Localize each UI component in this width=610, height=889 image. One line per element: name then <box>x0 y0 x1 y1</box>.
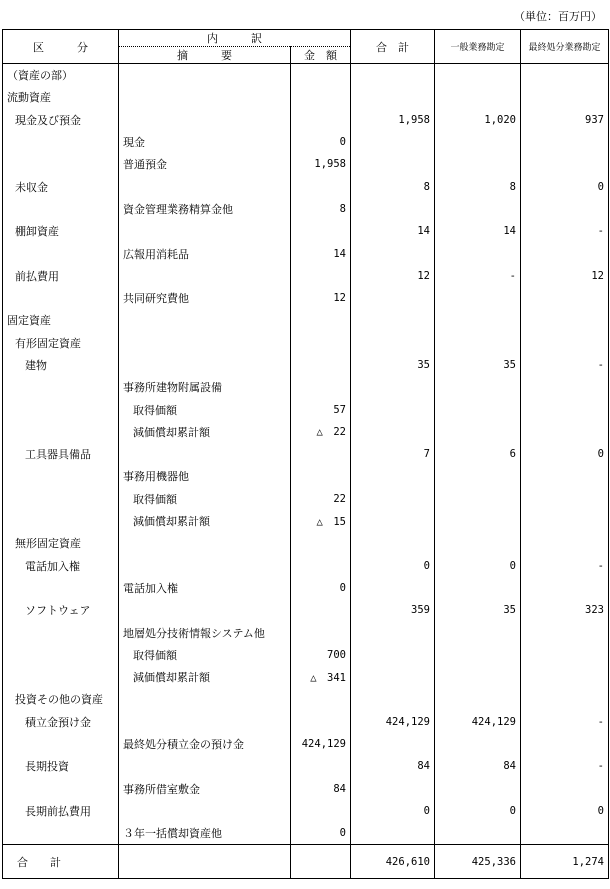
row-gokei <box>351 465 435 487</box>
row-saishu: 323 <box>521 599 609 621</box>
row-kubun <box>3 644 119 666</box>
row-gokei <box>351 621 435 643</box>
row-kingaku: △ 22 <box>291 421 351 443</box>
row-gokei <box>351 510 435 532</box>
row-kubun <box>3 131 119 153</box>
row-ippan: - <box>435 265 521 287</box>
row-kubun: 流動資産 <box>3 86 119 108</box>
row-saishu <box>521 488 609 510</box>
total-ippan: 425,336 <box>435 845 521 879</box>
row-ippan <box>435 376 521 398</box>
row-saishu: - <box>521 711 609 733</box>
row-ippan: 14 <box>435 220 521 242</box>
row-gokei: 0 <box>351 800 435 822</box>
table-header <box>3 30 609 64</box>
total-label: 合 計 <box>3 845 119 879</box>
row-kubun <box>3 666 119 688</box>
row-kingaku <box>291 755 351 777</box>
row-saishu <box>521 778 609 800</box>
row-saishu: 0 <box>521 175 609 197</box>
row-kubun: 前払費用 <box>3 265 119 287</box>
row-kingaku <box>291 465 351 487</box>
row-kubun: 棚卸資産 <box>3 220 119 242</box>
row-tekiyo: ３年一括償却資産他 <box>119 822 291 845</box>
row-kingaku <box>291 555 351 577</box>
row-tekiyo: 事務用機器他 <box>119 465 291 487</box>
row-gokei <box>351 644 435 666</box>
row-gokei <box>351 131 435 153</box>
row-kubun: 建物 <box>3 354 119 376</box>
table-row <box>3 465 609 487</box>
row-kubun: 長期投資 <box>3 755 119 777</box>
row-kingaku <box>291 265 351 287</box>
row-ippan <box>435 666 521 688</box>
row-ippan <box>435 398 521 420</box>
table-row <box>3 688 609 710</box>
row-ippan <box>435 688 521 710</box>
row-kingaku <box>291 621 351 643</box>
row-tekiyo <box>119 175 291 197</box>
row-gokei <box>351 376 435 398</box>
table-row <box>3 86 609 108</box>
row-tekiyo <box>119 64 291 87</box>
row-tekiyo <box>119 309 291 331</box>
row-tekiyo <box>119 555 291 577</box>
row-kingaku: 14 <box>291 242 351 264</box>
row-ippan: 6 <box>435 443 521 465</box>
row-kubun <box>3 287 119 309</box>
row-kubun <box>3 376 119 398</box>
row-kubun <box>3 822 119 845</box>
row-saishu: - <box>521 555 609 577</box>
row-kubun: 積立金預け金 <box>3 711 119 733</box>
row-gokei <box>351 86 435 108</box>
row-ippan: 424,129 <box>435 711 521 733</box>
row-saishu: - <box>521 755 609 777</box>
row-kingaku: 84 <box>291 778 351 800</box>
total-row <box>3 845 609 879</box>
row-tekiyo <box>119 220 291 242</box>
row-kubun: 有形固定資産 <box>3 332 119 354</box>
row-saishu: 0 <box>521 800 609 822</box>
row-kingaku <box>291 332 351 354</box>
header-kubun: 区 分 <box>3 30 119 64</box>
row-kingaku: 57 <box>291 398 351 420</box>
row-gokei <box>351 532 435 554</box>
row-saishu <box>521 287 609 309</box>
row-kubun <box>3 242 119 264</box>
row-kingaku <box>291 309 351 331</box>
row-ippan <box>435 64 521 87</box>
row-saishu <box>521 376 609 398</box>
table-row <box>3 488 609 510</box>
table-row <box>3 555 609 577</box>
row-gokei <box>351 488 435 510</box>
row-kingaku <box>291 800 351 822</box>
row-gokei <box>351 733 435 755</box>
row-gokei: 0 <box>351 555 435 577</box>
row-ippan <box>435 532 521 554</box>
row-kingaku: 424,129 <box>291 733 351 755</box>
row-saishu: - <box>521 220 609 242</box>
row-saishu <box>521 510 609 532</box>
row-gokei <box>351 64 435 87</box>
row-tekiyo: 減価償却累計額 <box>119 421 291 443</box>
row-tekiyo: 普通預金 <box>119 153 291 175</box>
table-row <box>3 309 609 331</box>
row-gokei: 14 <box>351 220 435 242</box>
table-row <box>3 287 609 309</box>
row-tekiyo: 取得価額 <box>119 398 291 420</box>
row-ippan <box>435 287 521 309</box>
row-ippan: 0 <box>435 800 521 822</box>
table-row <box>3 577 609 599</box>
row-kingaku: 0 <box>291 577 351 599</box>
row-saishu <box>521 198 609 220</box>
row-saishu: 0 <box>521 443 609 465</box>
row-gokei <box>351 577 435 599</box>
header-gokei: 合 計 <box>351 30 435 64</box>
row-saishu <box>521 64 609 87</box>
row-kingaku: 12 <box>291 287 351 309</box>
row-ippan <box>435 733 521 755</box>
row-saishu: 937 <box>521 109 609 131</box>
row-kubun: 長期前払費用 <box>3 800 119 822</box>
row-gokei: 84 <box>351 755 435 777</box>
row-kingaku: 22 <box>291 488 351 510</box>
row-kubun <box>3 778 119 800</box>
row-ippan <box>435 421 521 443</box>
row-kingaku <box>291 443 351 465</box>
row-tekiyo: 最終処分積立金の預け金 <box>119 733 291 755</box>
row-kubun <box>3 577 119 599</box>
row-ippan <box>435 198 521 220</box>
table-row <box>3 443 609 465</box>
row-kubun <box>3 421 119 443</box>
row-tekiyo <box>119 755 291 777</box>
row-kingaku: △ 15 <box>291 510 351 532</box>
row-kubun: （資産の部） <box>3 64 119 87</box>
row-gokei <box>351 309 435 331</box>
row-ippan <box>435 309 521 331</box>
row-tekiyo <box>119 354 291 376</box>
row-kingaku <box>291 64 351 87</box>
table-row <box>3 510 609 532</box>
row-tekiyo <box>119 800 291 822</box>
table-body <box>3 64 609 879</box>
row-gokei <box>351 242 435 264</box>
table-row <box>3 131 609 153</box>
row-kubun <box>3 153 119 175</box>
row-gokei <box>351 398 435 420</box>
row-saishu <box>521 131 609 153</box>
row-tekiyo <box>119 711 291 733</box>
row-saishu <box>521 465 609 487</box>
row-tekiyo: 取得価額 <box>119 488 291 510</box>
table-row <box>3 599 609 621</box>
balance-table <box>2 29 609 879</box>
row-ippan: 35 <box>435 354 521 376</box>
row-gokei <box>351 332 435 354</box>
row-tekiyo: 地層処分技術情報システム他 <box>119 621 291 643</box>
header-saishu: 最終処分業務勘定 <box>521 30 609 64</box>
row-gokei <box>351 287 435 309</box>
total-tekiyo <box>119 845 291 879</box>
table-row <box>3 398 609 420</box>
table-row <box>3 265 609 287</box>
total-saishu: 1,274 <box>521 845 609 879</box>
row-tekiyo: 事務所借室敷金 <box>119 778 291 800</box>
row-kingaku <box>291 711 351 733</box>
row-tekiyo: 取得価額 <box>119 644 291 666</box>
row-gokei: 424,129 <box>351 711 435 733</box>
row-tekiyo <box>119 532 291 554</box>
row-saishu: 12 <box>521 265 609 287</box>
row-kubun: 電話加入権 <box>3 555 119 577</box>
row-kubun: 工具器具備品 <box>3 443 119 465</box>
header-tekiyo: 摘 要 <box>119 47 291 64</box>
row-saishu <box>521 577 609 599</box>
row-kingaku <box>291 109 351 131</box>
table-row <box>3 64 609 87</box>
row-saishu <box>521 421 609 443</box>
row-kingaku <box>291 599 351 621</box>
row-ippan: 0 <box>435 555 521 577</box>
row-ippan: 8 <box>435 175 521 197</box>
row-kubun: 投資その他の資産 <box>3 688 119 710</box>
unit-label: （単位：百万円） <box>514 10 602 23</box>
row-ippan <box>435 131 521 153</box>
row-saishu <box>521 621 609 643</box>
row-gokei <box>351 421 435 443</box>
row-kingaku <box>291 532 351 554</box>
row-kubun: ソフトウェア <box>3 599 119 621</box>
row-saishu <box>521 532 609 554</box>
row-ippan <box>435 488 521 510</box>
table-row <box>3 198 609 220</box>
row-kingaku: 0 <box>291 131 351 153</box>
table-row <box>3 354 609 376</box>
table-row <box>3 666 609 688</box>
table-row <box>3 755 609 777</box>
table-row <box>3 733 609 755</box>
row-kubun <box>3 510 119 532</box>
row-gokei <box>351 822 435 845</box>
header-ippan: 一般業務勘定 <box>435 30 521 64</box>
table-row <box>3 220 609 242</box>
row-ippan <box>435 242 521 264</box>
row-kingaku: 8 <box>291 198 351 220</box>
row-gokei: 35 <box>351 354 435 376</box>
row-saishu: - <box>521 354 609 376</box>
row-tekiyo: 資金管理業務精算金他 <box>119 198 291 220</box>
row-tekiyo <box>119 86 291 108</box>
row-tekiyo <box>119 265 291 287</box>
row-kubun: 無形固定資産 <box>3 532 119 554</box>
row-gokei <box>351 666 435 688</box>
row-ippan: 1,020 <box>435 109 521 131</box>
row-ippan <box>435 86 521 108</box>
row-tekiyo: 減価償却累計額 <box>119 510 291 532</box>
row-saishu <box>521 666 609 688</box>
row-tekiyo <box>119 599 291 621</box>
row-kingaku <box>291 86 351 108</box>
row-tekiyo <box>119 688 291 710</box>
row-gokei <box>351 778 435 800</box>
row-kingaku: 0 <box>291 822 351 845</box>
row-kingaku <box>291 376 351 398</box>
row-saishu <box>521 688 609 710</box>
row-kingaku: △ 341 <box>291 666 351 688</box>
table-row <box>3 332 609 354</box>
row-ippan <box>435 510 521 532</box>
row-tekiyo: 現金 <box>119 131 291 153</box>
row-ippan <box>435 577 521 599</box>
row-ippan <box>435 644 521 666</box>
row-tekiyo: 事務所建物附属設備 <box>119 376 291 398</box>
row-tekiyo <box>119 332 291 354</box>
table-row <box>3 532 609 554</box>
row-tekiyo: 広報用消耗品 <box>119 242 291 264</box>
row-gokei <box>351 688 435 710</box>
row-tekiyo: 減価償却累計額 <box>119 666 291 688</box>
row-gokei <box>351 198 435 220</box>
row-ippan <box>435 778 521 800</box>
row-kingaku <box>291 175 351 197</box>
row-ippan: 84 <box>435 755 521 777</box>
row-saishu <box>521 822 609 845</box>
header-kingaku: 金 額 <box>291 47 351 64</box>
table-row <box>3 153 609 175</box>
row-gokei: 8 <box>351 175 435 197</box>
header-uchiwake: 内 訳 <box>119 30 351 47</box>
total-gokei: 426,610 <box>351 845 435 879</box>
row-saishu <box>521 733 609 755</box>
table-row <box>3 822 609 845</box>
row-kubun: 固定資産 <box>3 309 119 331</box>
table-row <box>3 800 609 822</box>
row-saishu <box>521 398 609 420</box>
table-row <box>3 421 609 443</box>
total-kingaku <box>291 845 351 879</box>
row-kubun <box>3 398 119 420</box>
row-gokei <box>351 153 435 175</box>
row-ippan <box>435 153 521 175</box>
row-saishu <box>521 153 609 175</box>
row-kingaku: 1,958 <box>291 153 351 175</box>
table-row <box>3 644 609 666</box>
table-row <box>3 621 609 643</box>
row-ippan: 35 <box>435 599 521 621</box>
row-kingaku <box>291 354 351 376</box>
row-tekiyo: 共同研究費他 <box>119 287 291 309</box>
row-gokei: 12 <box>351 265 435 287</box>
row-tekiyo <box>119 109 291 131</box>
table-row <box>3 778 609 800</box>
row-saishu <box>521 644 609 666</box>
row-kingaku <box>291 220 351 242</box>
row-ippan <box>435 332 521 354</box>
row-ippan <box>435 465 521 487</box>
table-row <box>3 175 609 197</box>
row-kingaku <box>291 688 351 710</box>
row-kubun <box>3 198 119 220</box>
row-kubun <box>3 465 119 487</box>
row-saishu <box>521 309 609 331</box>
table-row <box>3 376 609 398</box>
row-tekiyo: 電話加入権 <box>119 577 291 599</box>
row-gokei: 359 <box>351 599 435 621</box>
row-kubun: 未収金 <box>3 175 119 197</box>
table-row <box>3 242 609 264</box>
row-kubun: 現金及び預金 <box>3 109 119 131</box>
row-gokei: 7 <box>351 443 435 465</box>
row-saishu <box>521 242 609 264</box>
table-row <box>3 711 609 733</box>
row-saishu <box>521 86 609 108</box>
row-kubun <box>3 621 119 643</box>
table-row <box>3 109 609 131</box>
row-kingaku: 700 <box>291 644 351 666</box>
row-ippan <box>435 621 521 643</box>
row-kubun <box>3 488 119 510</box>
row-ippan <box>435 822 521 845</box>
row-saishu <box>521 332 609 354</box>
row-gokei: 1,958 <box>351 109 435 131</box>
row-tekiyo <box>119 443 291 465</box>
row-kubun <box>3 733 119 755</box>
